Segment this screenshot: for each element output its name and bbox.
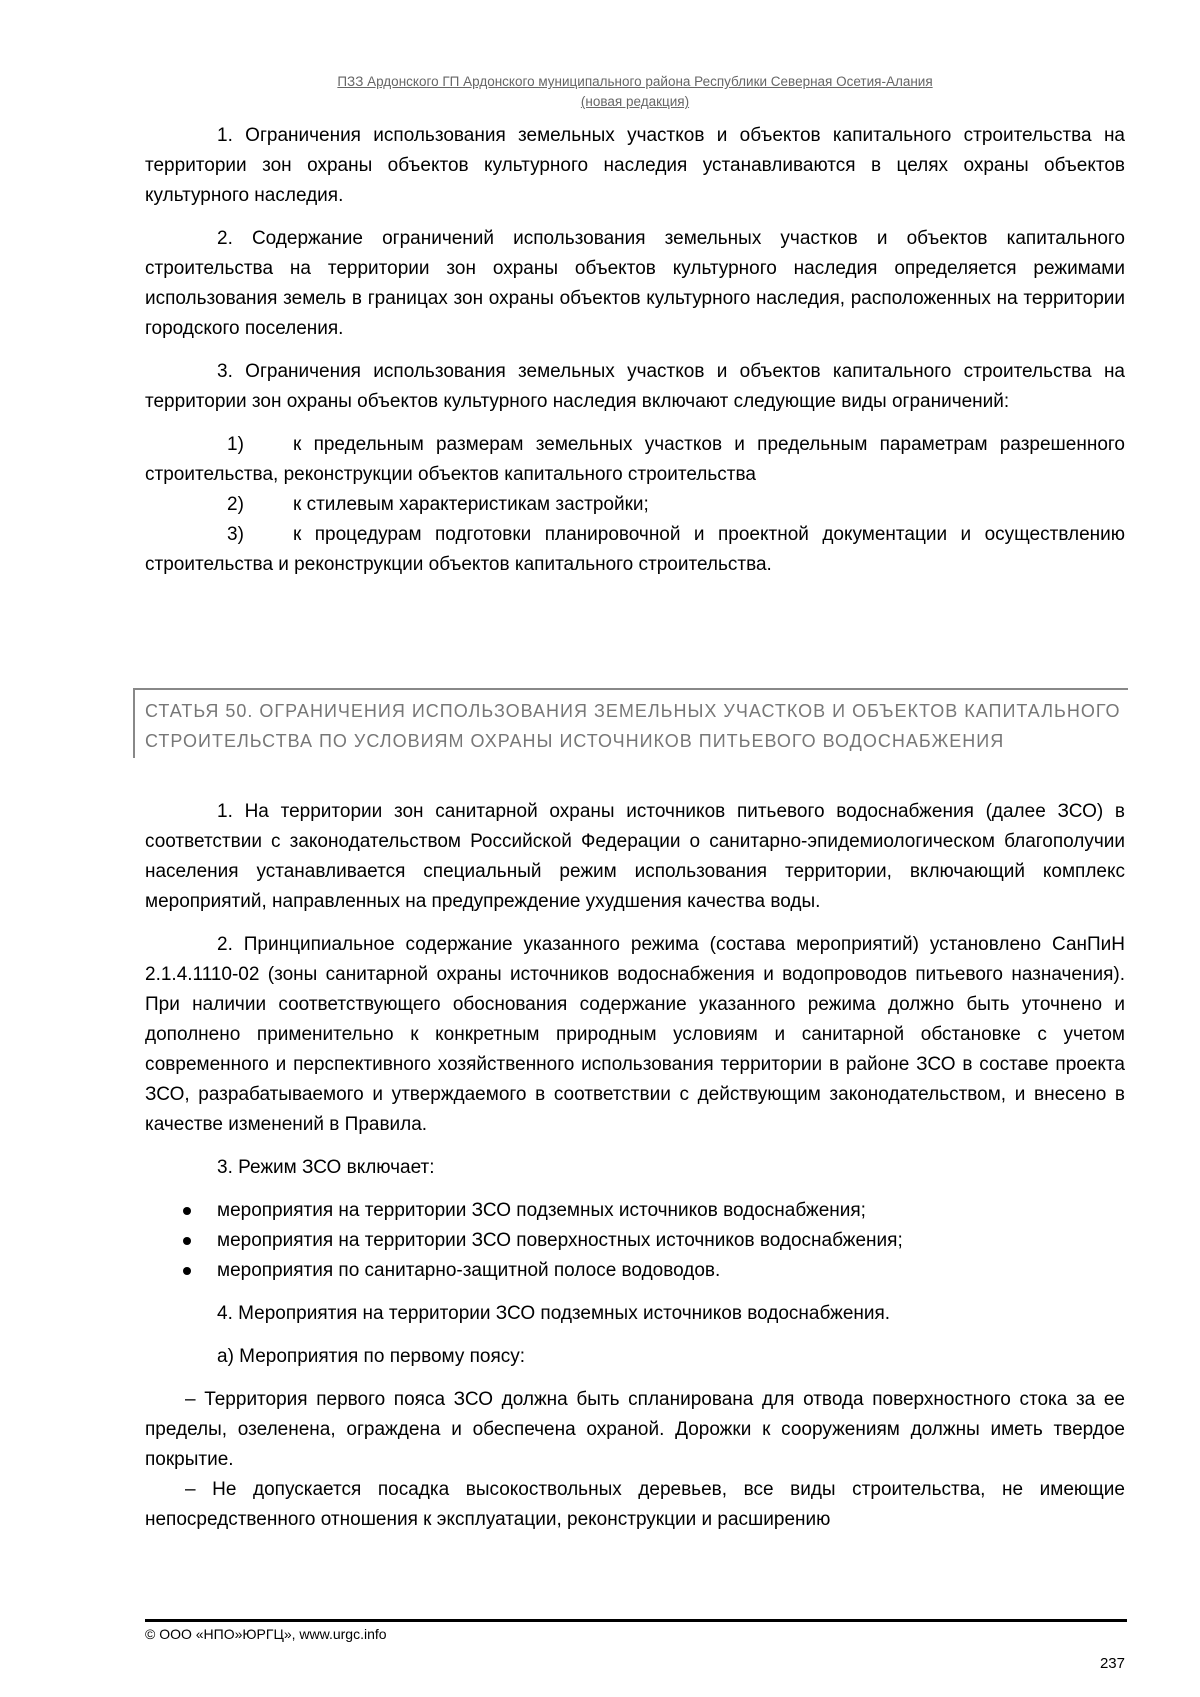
- bullet-list: [145, 1196, 1125, 1286]
- bullet-text: мероприятия на территории ЗСО поверхностных источников водоснабжения;: [217, 1230, 903, 1251]
- list-item: [145, 490, 1125, 520]
- bullet-icon: [183, 1267, 191, 1275]
- section-water-protection: [145, 797, 1125, 1535]
- paragraph: 4. Мероприятия на территории ЗСО подземных источников водоснабжения.: [217, 1303, 891, 1324]
- page-number: 237: [1099, 1655, 1125, 1672]
- footer-divider: [145, 1619, 1127, 1622]
- list-text: к предельным размерам земельных участков и предельным параметрам разрешенного строительства, реконструкции объектов капитального строительства: [145, 434, 1125, 485]
- list-item: [145, 430, 1125, 490]
- bullet-icon: [183, 1207, 191, 1215]
- footer-copyright: © ООО «НПО»ЮРГЦ», www.urgc.info: [145, 1626, 387, 1642]
- header-line-2: (новая редакция): [580, 94, 690, 109]
- paragraph: 2. Содержание ограничений использования земельных участков и объектов капитального строительства на территории зон охраны объектов культурного наследия определяется режимами использования земель в границах зон охраны объектов культурного наследия, расположенных на территории городского поселения.: [145, 228, 1125, 339]
- list-text: к процедурам подготовки планировочной и проектной документации и осуществлению строительства и реконструкции объектов капитального строительства.: [145, 524, 1125, 575]
- article-heading: СТАТЬЯ 50. ОГРАНИЧЕНИЯ ИСПОЛЬЗОВАНИЯ ЗЕМЕЛЬНЫХ УЧАСТКОВ И ОБЪЕКТОВ КАПИТАЛЬНОГО СТРОИТЕЛЬСТВА ПО УСЛОВИЯМ ОХРАНЫ ИСТОЧНИКОВ ПИТЬЕВОГО ВОДОСНАБЖЕНИЯ: [133, 688, 1128, 758]
- list-number: 2): [227, 494, 244, 515]
- paragraph: 3. Режим ЗСО включает:: [217, 1157, 435, 1178]
- list-text: к стилевым характеристикам застройки;: [293, 494, 649, 515]
- paragraph: 1. На территории зон санитарной охраны источников питьевого водоснабжения (далее ЗСО) в соответствии с законодательством Российской Федерации о санитарно-эпидемиологическом благополучии населения устанавливается специальный режим использования территории, включающий комплекс мероприятий, направленных на предупреждение ухудшения качества воды.: [145, 801, 1125, 912]
- bullet-text: мероприятия на территории ЗСО подземных источников водоснабжения;: [217, 1200, 866, 1221]
- header-line-1: ПЗЗ Ардонского ГП Ардонского муниципального района Республики Северная Осетия-Алания: [337, 74, 933, 89]
- list-number: 3): [227, 524, 244, 545]
- bullet-text: мероприятия по санитарно-защитной полосе водоводов.: [217, 1260, 721, 1281]
- list-item: [145, 520, 1125, 580]
- bullet-item: [145, 1256, 1125, 1286]
- section-cultural-heritage: [145, 121, 1125, 580]
- paragraph: 1. Ограничения использования земельных участков и объектов капитального строительства на территории зон охраны объектов культурного наследия устанавливаются в целях охраны объектов культурного наследия.: [145, 125, 1125, 206]
- dash-paragraph: – Территория первого пояса ЗСО должна быть спланирована для отвода поверхностного стока за ее пределы, озеленена, ограждена и обеспечена охраной. Дорожки к сооружениям должны иметь твердое покрытие.: [145, 1389, 1125, 1470]
- paragraph: а) Мероприятия по первому поясу:: [217, 1346, 526, 1367]
- dash-paragraph: – Не допускается посадка высокоствольных деревьев, все виды строительства, не имеющие непосредственного отношения к эксплуатации, реконструкции и расширению: [145, 1479, 1125, 1530]
- paragraph: 3. Ограничения использования земельных участков и объектов капитального строительства на территории зон охраны объектов культурного наследия включают следующие виды ограничений:: [145, 361, 1125, 412]
- bullet-icon: [183, 1237, 191, 1245]
- running-header: [145, 72, 1125, 112]
- list-number: 1): [227, 434, 244, 455]
- paragraph: 2. Принципиальное содержание указанного режима (состава мероприятий) установлено СанПиН 2.1.4.1110-02 (зоны санитарной охраны источников водоснабжения и водопроводов питьевого назначения). При наличии соответствующего обоснования содержание указанного режима должно быть уточнено и дополнено применительно к конкретным природным условиям и санитарной обстановке с учетом современного и перспективного хозяйственного использования территории в районе ЗСО в составе проекта ЗСО, разрабатываемого и утверждаемого в соответствии с действующим законодательством, и внесено в качестве изменений в Правила.: [145, 934, 1125, 1135]
- bullet-item: [145, 1196, 1125, 1226]
- bullet-item: [145, 1226, 1125, 1256]
